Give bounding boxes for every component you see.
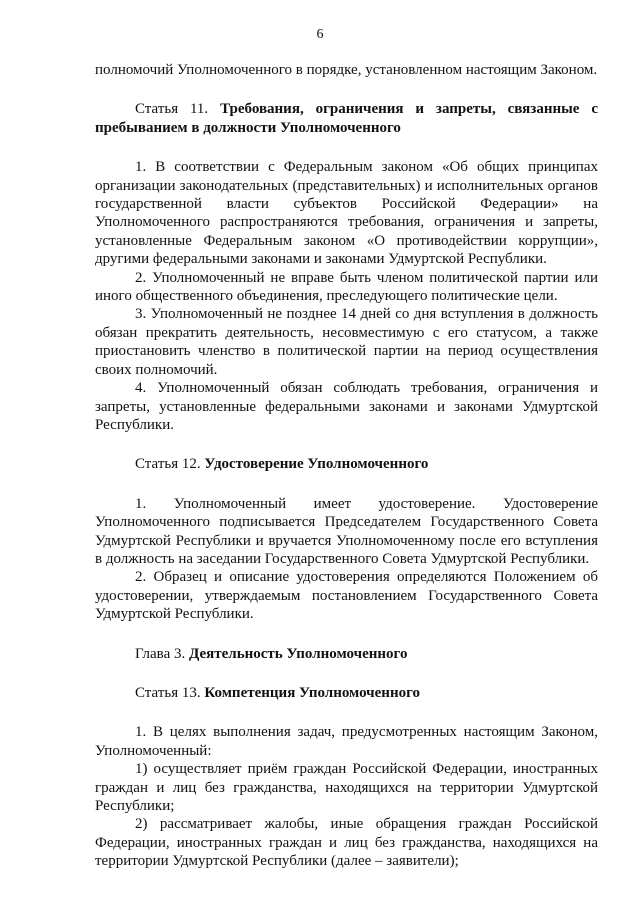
- article-11-paragraph-2: 2. Уполномоченный не вправе быть членом политической партии или иного общественного объединения, преследующего политические цели.: [95, 269, 598, 305]
- chapter-3-title: Деятельность Уполномоченного: [188, 645, 408, 662]
- article-11-prefix: Статья 11.: [135, 101, 221, 118]
- article-11-title: Требования, ограничения и запреты, связанные с пребыванием в должности Уполномоченного: [95, 101, 599, 136]
- article-12-heading: [95, 455, 598, 473]
- article-13-item-1: 1) осуществляет приём граждан Российской Федерации, иностранных граждан и лиц без гражданства, находящихся на территории Удмуртской Республики;: [95, 761, 598, 814]
- article-13-paragraph-1: 1. В целях выполнения задач, предусмотренных настоящим Законом, Уполномоченный:: [95, 724, 598, 759]
- article-13-prefix: Статья 13.: [135, 684, 205, 701]
- article-11-paragraph-3: 3. Уполномоченный не позднее 14 дней со дня вступления в должность обязан прекратить деятельность, несовместимую с его статусом, а также приостановить членство в политической партии на период осуществления своих полномочий.: [95, 306, 598, 378]
- article-12-title: Удостоверение Уполномоченного: [204, 456, 429, 473]
- article-13-item-2: 2) рассматривает жалобы, иные обращения граждан Российской Федерации, иностранных граждан и лиц без гражданства, находящихся на территории Удмуртской Республики (далее – заявители);: [95, 816, 598, 870]
- article-11-heading: [95, 100, 598, 137]
- article-12-paragraph-1: 1. Уполномоченный имеет удостоверение. Удостоверение Уполномоченного подписывается Председателем Государственного Совета Удмуртской Республики и вручается Уполномоченному после его вступления в должность на заседании Государственного Совета Удмуртской Республики.: [95, 495, 598, 567]
- article-11-paragraph-1: 1. В соответствии с Федеральным законом «Об общих принципах организации законодательных (представительных) и исполнительных органов государственной власти субъектов Российской Федерации» на Уполномоченного распространяются требования, ограничения и запреты, установленные Федеральным законом «О противодействии коррупции», другими федеральными законами и законами Удмуртской Республики.: [95, 159, 598, 268]
- article-13-title: Компетенция Уполномоченного: [204, 684, 421, 701]
- article-12-prefix: Статья 12.: [135, 456, 205, 473]
- intro-paragraph: полномочий Уполномоченного в порядке, установленном настоящим Законом.: [95, 62, 598, 78]
- chapter-3-heading: [95, 645, 598, 663]
- article-12-paragraph-2: 2. Образец и описание удостоверения определяются Положением об удостоверении, утверждаемым постановлением Государственного Совета Удмуртской Республики.: [95, 569, 598, 623]
- page-content: [95, 61, 598, 871]
- article-13-heading: [95, 684, 598, 702]
- page-number: 6: [316, 27, 324, 42]
- article-11-paragraph-4: 4. Уполномоченный обязан соблюдать требования, ограничения и запреты, установленные федеральными законами и законами Удмуртской Республики.: [95, 380, 598, 433]
- chapter-3-prefix: Глава 3.: [135, 645, 189, 662]
